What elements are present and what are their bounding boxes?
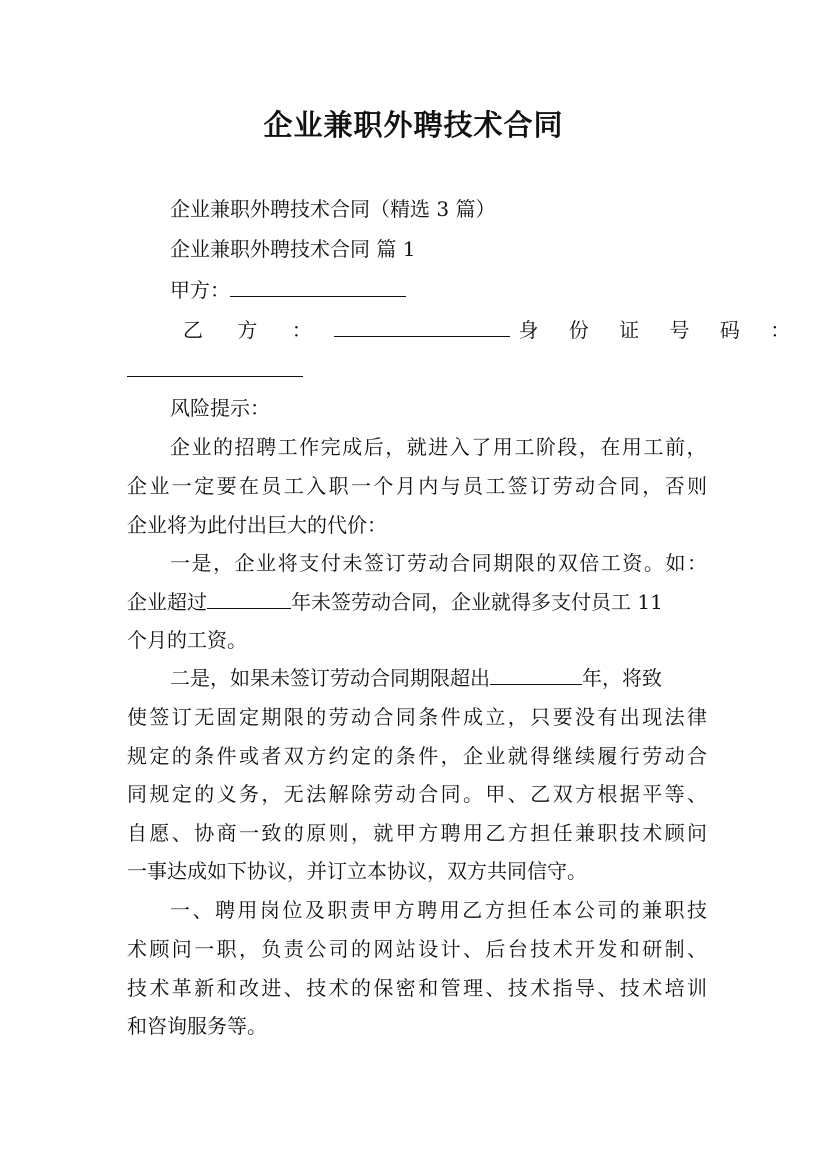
clause1-line-1: 一、聘用岗位及职责甲方聘用乙方担任本公司的兼职技: [170, 898, 707, 922]
clause1-line-2: 术顾问一职，负责公司的网站设计、后台技术开发和研制、: [127, 937, 707, 961]
document-title: 企业兼职外聘技术合同: [263, 108, 564, 142]
point1-year-blank: [207, 590, 291, 609]
clause1-line-4: 和咨询服务等。: [127, 1014, 267, 1038]
id-number-label: 身 份 证 号 码 ：: [518, 318, 803, 342]
party-b-blank: [334, 318, 510, 337]
intro-line-2: 企业一定要在员工入职一个月内与员工签订劳动合同，否则: [127, 474, 707, 498]
risk-heading: 风险提示：: [170, 396, 270, 420]
intro-line-1: 企业的招聘工作完成后，就进入了用工阶段，在用工前，: [170, 435, 707, 459]
party-a-label: 甲方：: [170, 278, 230, 302]
point1-pre: 企业超过: [127, 590, 207, 614]
chapter-heading: 企业兼职外聘技术合同 篇 1: [170, 237, 416, 261]
point2-line-3: 规定的条件或者双方约定的条件，企业就得继续履行劳动合: [127, 744, 707, 768]
point1-line-1: 一是，企业将支付未签订劳动合同期限的双倍工资。如：: [170, 551, 707, 575]
point2-line-4: 同规定的义务，无法解除劳动合同。甲、乙双方根据平等、: [127, 782, 707, 806]
party-a-blank: [230, 278, 406, 297]
point2-line-2: 使签订无固定期限的劳动合同条件成立，只要没有出现法律: [127, 705, 707, 729]
point2-line-6: 一事达成如下协议，并订立本协议，双方共同信守。: [127, 859, 587, 883]
id-number-blank: [127, 358, 303, 377]
point2-line-5: 自愿、协商一致的原则，就甲方聘用乙方担任兼职技术顾问: [127, 821, 707, 845]
point2-pre: 二是，如果未签订劳动合同期限超出: [170, 666, 490, 690]
id-number-line: [127, 358, 707, 382]
subtitle: 企业兼职外聘技术合同（精选 3 篇）: [170, 197, 496, 221]
point1-line-3: 个月的工资。: [127, 628, 247, 652]
party-a-line: [170, 278, 707, 302]
point2-line-1: [170, 666, 707, 690]
party-b-label: 乙 方 ：: [183, 318, 326, 342]
intro-line-3: 企业将为此付出巨大的代价：: [127, 513, 387, 537]
point1-line-2: [127, 590, 707, 614]
clause1-line-3: 技术革新和改进、技术的保密和管理、技术指导、技术培训: [127, 976, 707, 1000]
point1-post: 年未签劳动合同，企业就得多支付员工 11: [291, 590, 663, 614]
party-b-line: [183, 318, 803, 342]
point2-post: 年，将致: [582, 666, 662, 690]
point2-year-blank: [490, 666, 582, 685]
